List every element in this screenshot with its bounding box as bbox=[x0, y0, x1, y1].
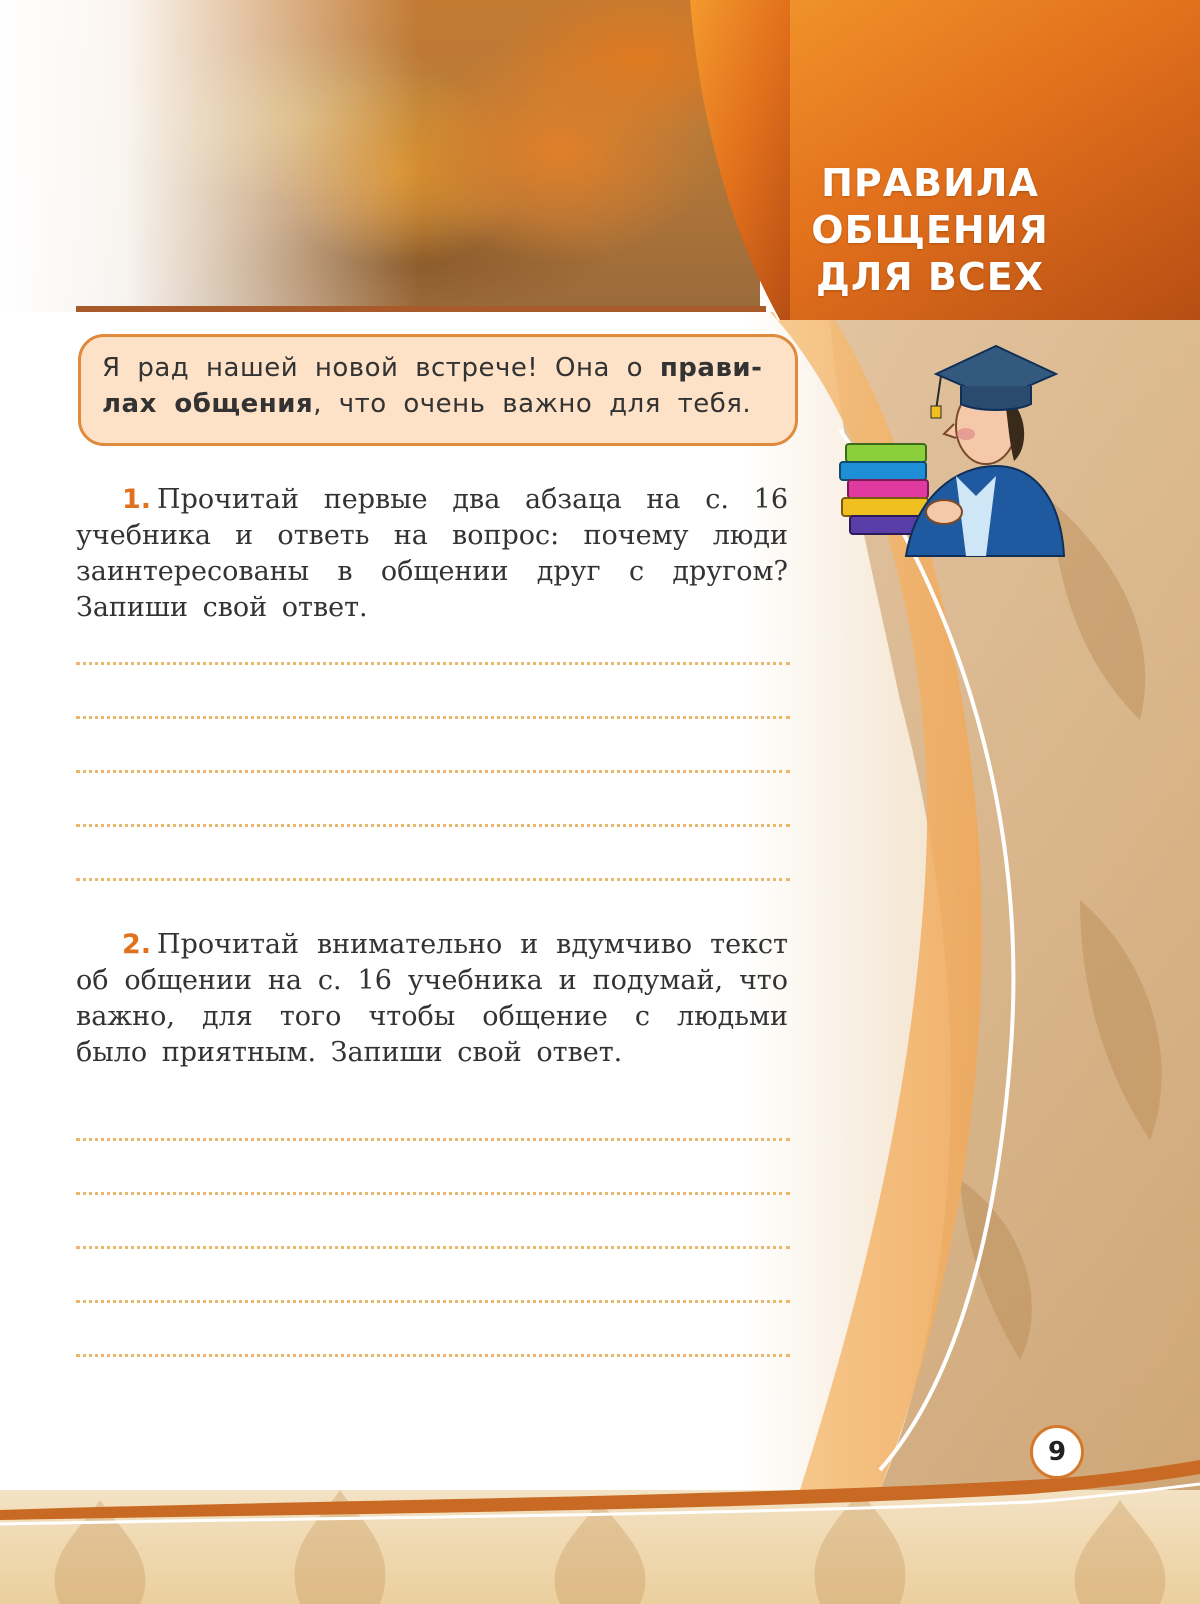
title-line-3: ДЛЯ ВСЕХ bbox=[815, 255, 1044, 299]
page-number: 9 bbox=[1030, 1425, 1084, 1479]
answer-line[interactable] bbox=[76, 824, 790, 827]
answer-line[interactable] bbox=[76, 1138, 790, 1141]
answer-line[interactable] bbox=[76, 878, 790, 881]
answer-line[interactable] bbox=[76, 1192, 790, 1195]
title-line-2: ОБЩЕНИЯ bbox=[811, 208, 1049, 252]
title-line-1: ПРАВИЛА bbox=[821, 161, 1039, 205]
teacher-icon bbox=[836, 326, 1086, 566]
task-1 bbox=[76, 482, 788, 626]
footer-swoosh bbox=[0, 1440, 1200, 1530]
task-text: Прочитай внимательно и вдумчиво текст об общении на с. 16 учебника и подумай, что важно, для того чтобы общение с людьми было приятным. Запиши свой ответ. bbox=[76, 929, 788, 1068]
task-2 bbox=[76, 927, 788, 1071]
bubble-text-end: , что очень важно для тебя. bbox=[313, 389, 752, 419]
answer-line[interactable] bbox=[76, 716, 790, 719]
answer-line[interactable] bbox=[76, 1300, 790, 1303]
speech-bubble-text bbox=[102, 350, 782, 422]
answer-lines-1[interactable] bbox=[76, 662, 790, 932]
header-rule bbox=[76, 306, 766, 312]
photo-edge-mask bbox=[690, 0, 790, 320]
photo-fade bbox=[0, 0, 420, 312]
bubble-text-bold: правилах общения bbox=[102, 353, 762, 419]
answer-line[interactable] bbox=[76, 1246, 790, 1249]
answer-line[interactable] bbox=[76, 662, 790, 665]
task-number: 2. bbox=[122, 929, 152, 960]
answer-lines-2[interactable] bbox=[76, 1138, 790, 1408]
answer-line[interactable] bbox=[76, 1354, 790, 1357]
answer-line[interactable] bbox=[76, 770, 790, 773]
bubble-text-start: Я рад нашей новой встрече! Она о bbox=[102, 353, 660, 383]
task-text: Прочитай первые два абзаца на с. 16 учебника и ответь на вопрос: почему люди заинтересованы в общении друг с другом? Запиши свой ответ. bbox=[76, 484, 788, 623]
page-title bbox=[800, 160, 1060, 301]
task-number: 1. bbox=[122, 484, 152, 515]
